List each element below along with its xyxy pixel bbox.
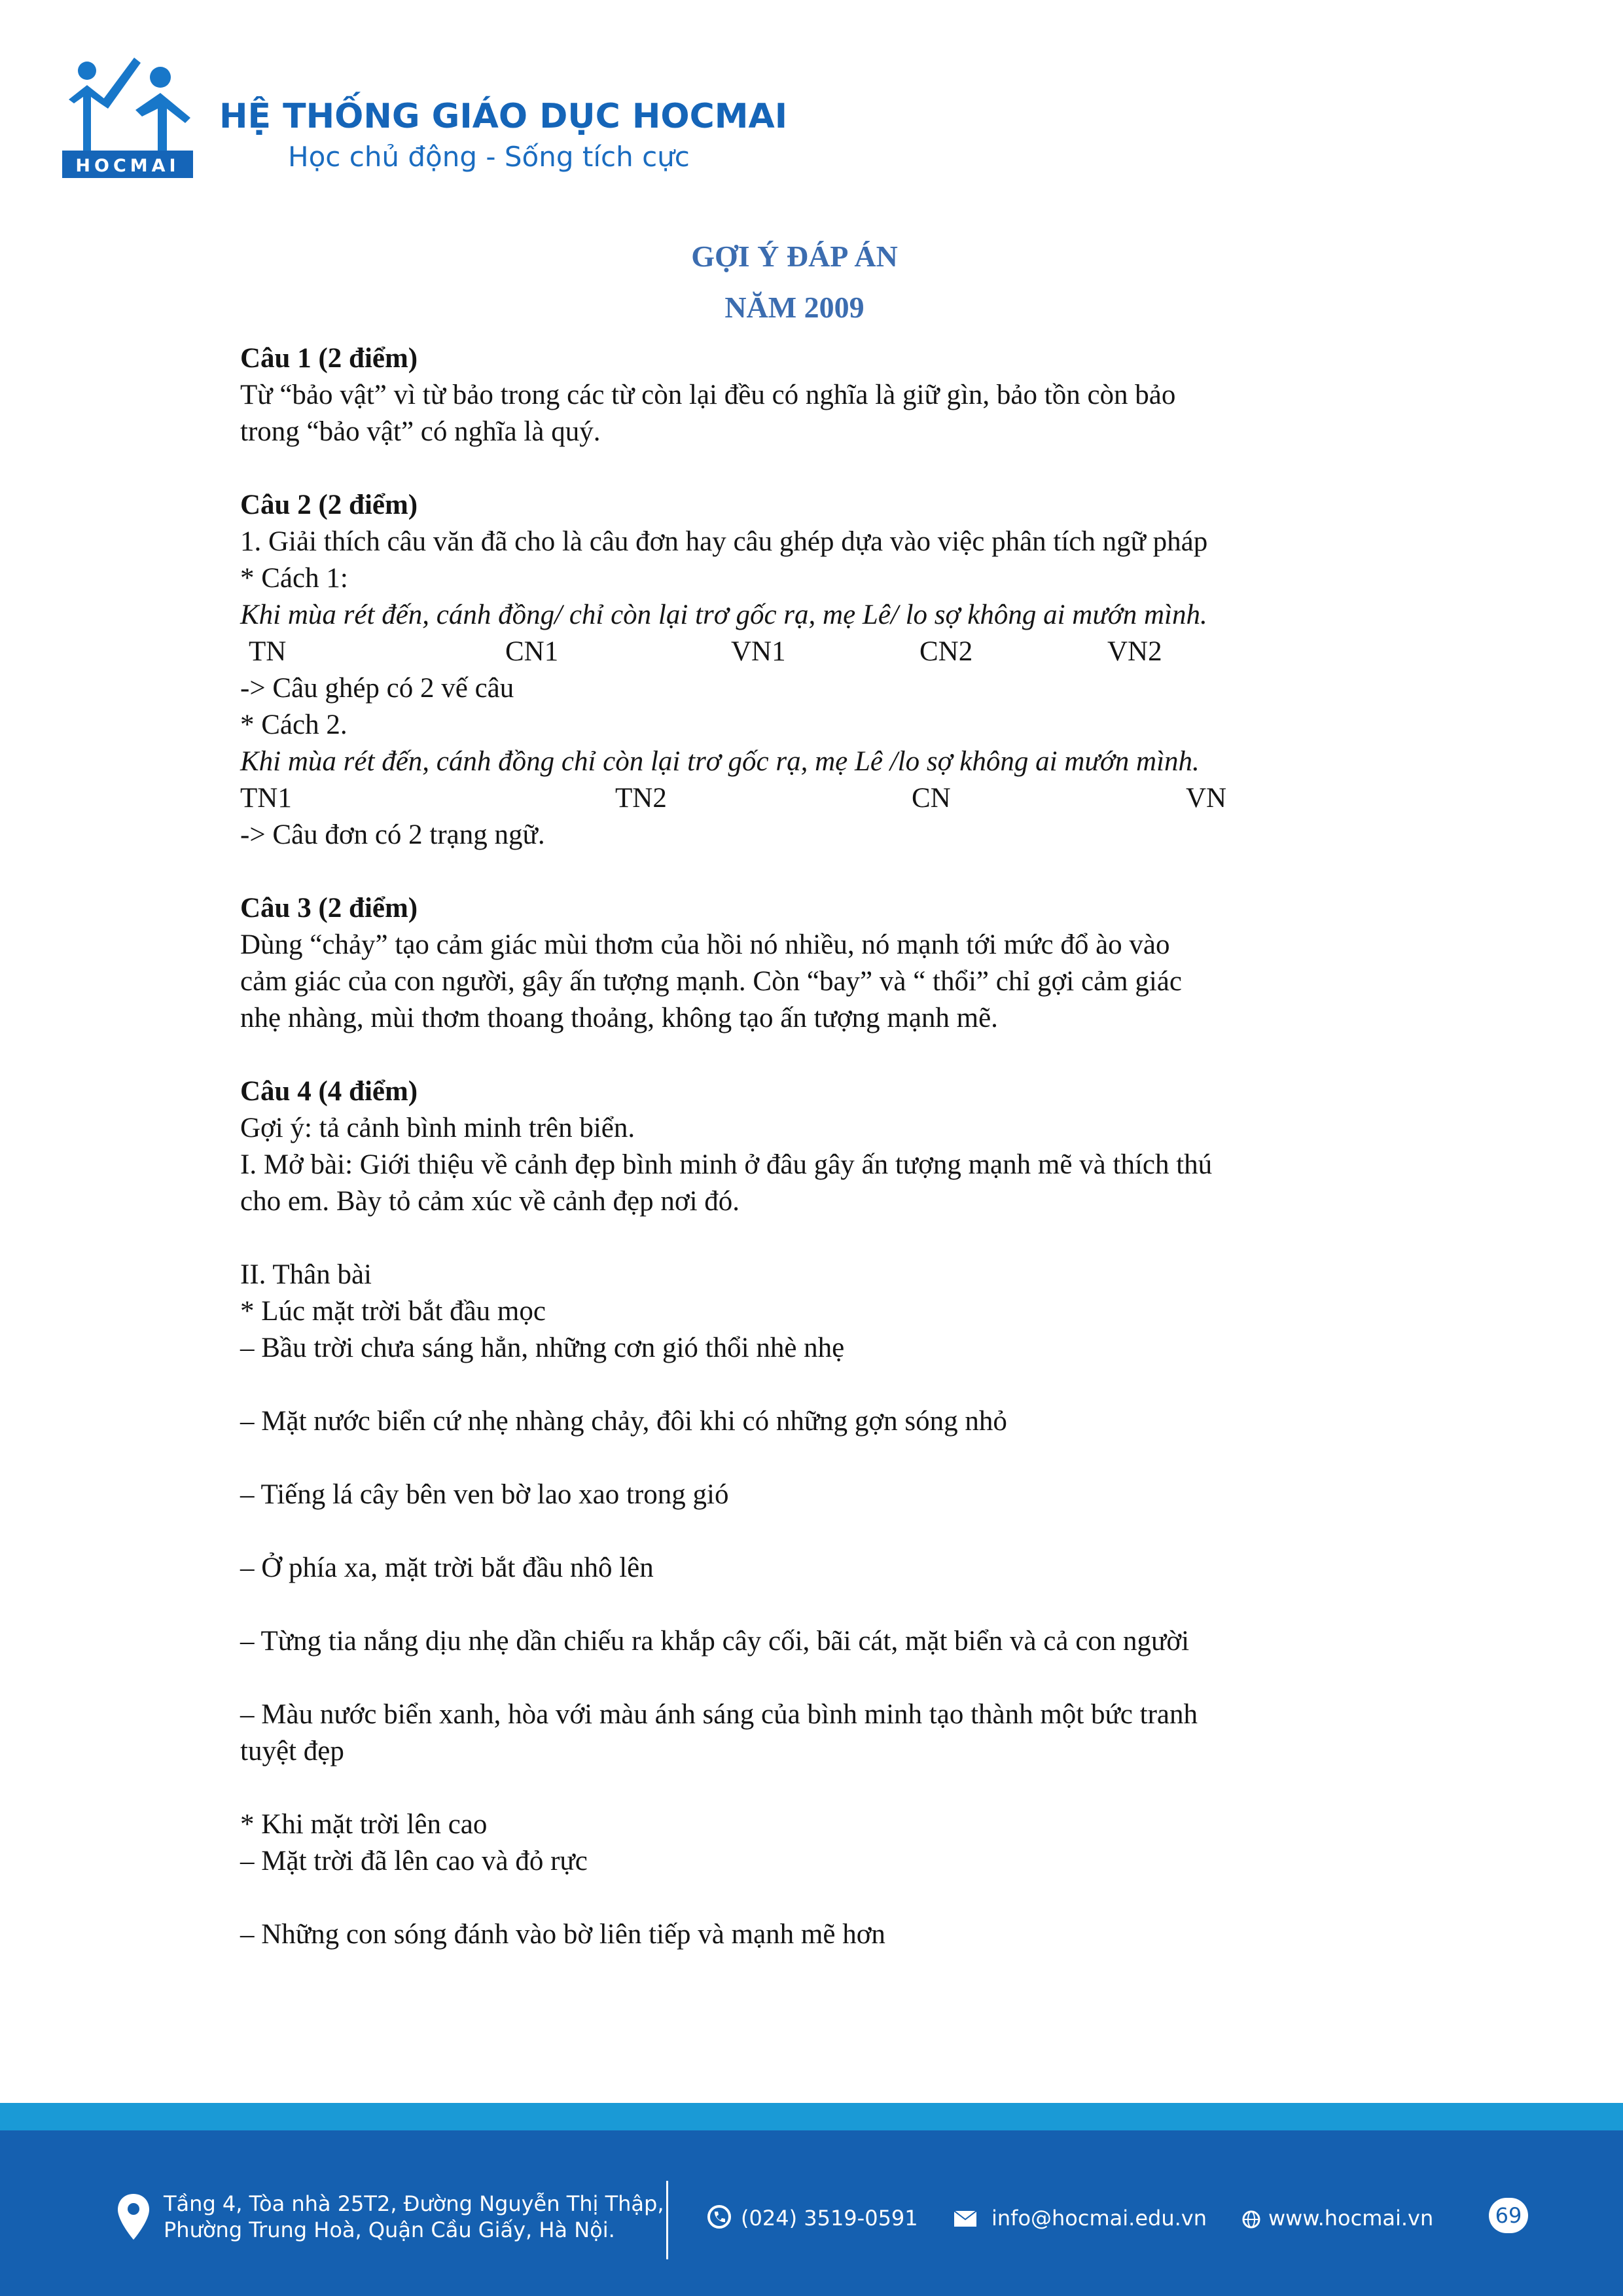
grammar-tag: CN1	[505, 636, 559, 667]
answer-line: Từ “bảo vật” vì từ bảo trong các từ còn lại đều có nghĩa là giữ gìn, bảo tồn còn bảo	[240, 380, 1176, 410]
answer-line: I. Mở bài: Giới thiệu về cảnh đẹp bình minh ở đâu gây ấn tượng mạnh mẽ và thích thú	[240, 1149, 1213, 1180]
footer-address-line1: Tầng 4, Tòa nhà 25T2, Đường Nguyễn Thị Thập,	[164, 2191, 664, 2216]
question-2-heading: Câu 2 (2 điểm)	[240, 490, 418, 520]
grammar-tag: VN2	[1107, 636, 1162, 667]
answer-line: -> Câu ghép có 2 vế câu	[240, 673, 514, 704]
brand-slogan: Học chủ động - Sống tích cực	[288, 141, 690, 173]
answer-line: * Cách 2.	[240, 709, 348, 740]
answer-line: tuyệt đẹp	[240, 1736, 344, 1767]
question-1-heading: Câu 1 (2 điểm)	[240, 343, 418, 374]
answer-line: Gợi ý: tả cảnh bình minh trên biển.	[240, 1113, 635, 1143]
answer-line: trong “bảo vật” có nghĩa là quý.	[240, 416, 601, 447]
hocmai-logo	[62, 52, 196, 180]
grammar-tag: VN1	[731, 636, 786, 667]
answer-line: Dùng “chảy” tạo cảm giác mùi thơm của hồi nó nhiều, nó mạnh tới mức đổ ào vào	[240, 929, 1170, 960]
footer-address-line2: Phường Trung Hoà, Quận Cầu Giấy, Hà Nội.	[164, 2217, 615, 2242]
example-sentence: Khi mùa rét đến, cánh đồng chỉ còn lại trơ gốc rạ, mẹ Lê /lo sợ không ai mướn mình.	[240, 746, 1200, 777]
grammar-tag: VN	[1186, 783, 1227, 814]
grammar-tag: TN1	[240, 783, 292, 814]
answer-line: – Từng tia nắng dịu nhẹ dần chiếu ra khắp cây cối, bãi cát, mặt biển và cả con người	[240, 1626, 1190, 1657]
answer-line: – Màu nước biển xanh, hòa với màu ánh sáng của bình minh tạo thành một bức tranh	[240, 1699, 1198, 1730]
answer-line: -> Câu đơn có 2 trạng ngữ.	[240, 819, 545, 850]
answer-line: – Tiếng lá cây bên ven bờ lao xao trong gió	[240, 1479, 729, 1510]
question-4-heading: Câu 4 (4 điểm)	[240, 1076, 418, 1107]
location-pin-icon	[116, 2193, 151, 2241]
answer-line: – Mặt nước biển cứ nhẹ nhàng chảy, đôi khi có những gợn sóng nhỏ	[240, 1406, 1007, 1437]
grammar-tag: TN2	[615, 783, 667, 814]
grammar-tag: CN	[912, 783, 951, 814]
globe-icon	[1242, 2210, 1260, 2229]
brand-title: HỆ THỐNG GIÁO DỤC HOCMAI	[219, 97, 788, 136]
example-sentence: Khi mùa rét đến, cánh đồng/ chỉ còn lại trơ gốc rạ, mẹ Lê/ lo sợ không ai mướn mình.	[240, 600, 1207, 630]
document-title: GỢI Ý ĐÁP ÁN	[691, 240, 898, 273]
answer-line: 1. Giải thích câu văn đã cho là câu đơn hay câu ghép dựa vào việc phân tích ngữ pháp	[240, 526, 1208, 557]
logo-text: HOCMAI	[75, 156, 180, 176]
answer-line: * Khi mặt trời lên cao	[240, 1809, 488, 1840]
footer-email[interactable]: info@hocmai.edu.vn	[991, 2206, 1207, 2231]
answer-line: * Lúc mặt trời bắt đầu mọc	[240, 1296, 546, 1327]
answer-line: cảm giác của con người, gây ấn tượng mạnh. Còn “bay” và “ thổi” chỉ gợi cảm giác	[240, 966, 1182, 997]
answer-line: – Mặt trời đã lên cao và đỏ rực	[240, 1846, 588, 1876]
answer-line: cho em. Bày tỏ cảm xúc về cảnh đẹp nơi đó.	[240, 1186, 740, 1217]
grammar-tag: TN	[249, 636, 287, 667]
footer-divider	[666, 2181, 668, 2259]
grammar-tag: CN2	[919, 636, 973, 667]
footer-phone[interactable]: (024) 3519-0591	[741, 2206, 918, 2231]
answer-line: – Ở phía xa, mặt trời bắt đầu nhô lên	[240, 1552, 654, 1583]
question-3-heading: Câu 3 (2 điểm)	[240, 893, 418, 924]
answer-line: II. Thân bài	[240, 1259, 372, 1290]
mail-icon	[954, 2211, 976, 2227]
page-number-badge: 69	[1489, 2198, 1528, 2233]
answer-line: – Những con sóng đánh vào bờ liên tiếp và mạnh mẽ hơn	[240, 1919, 885, 1950]
footer-stripe	[0, 2103, 1623, 2130]
document-year: NĂM 2009	[724, 291, 865, 324]
answer-line: nhẹ nhàng, mùi thơm thoang thoảng, không tạo ấn tượng mạnh mẽ.	[240, 1003, 998, 1033]
answer-line: * Cách 1:	[240, 563, 348, 594]
footer-website[interactable]: www.hocmai.vn	[1268, 2206, 1434, 2231]
answer-line: – Bầu trời chưa sáng hẳn, những cơn gió thổi nhè nhẹ	[240, 1333, 845, 1363]
phone-icon	[707, 2204, 732, 2229]
